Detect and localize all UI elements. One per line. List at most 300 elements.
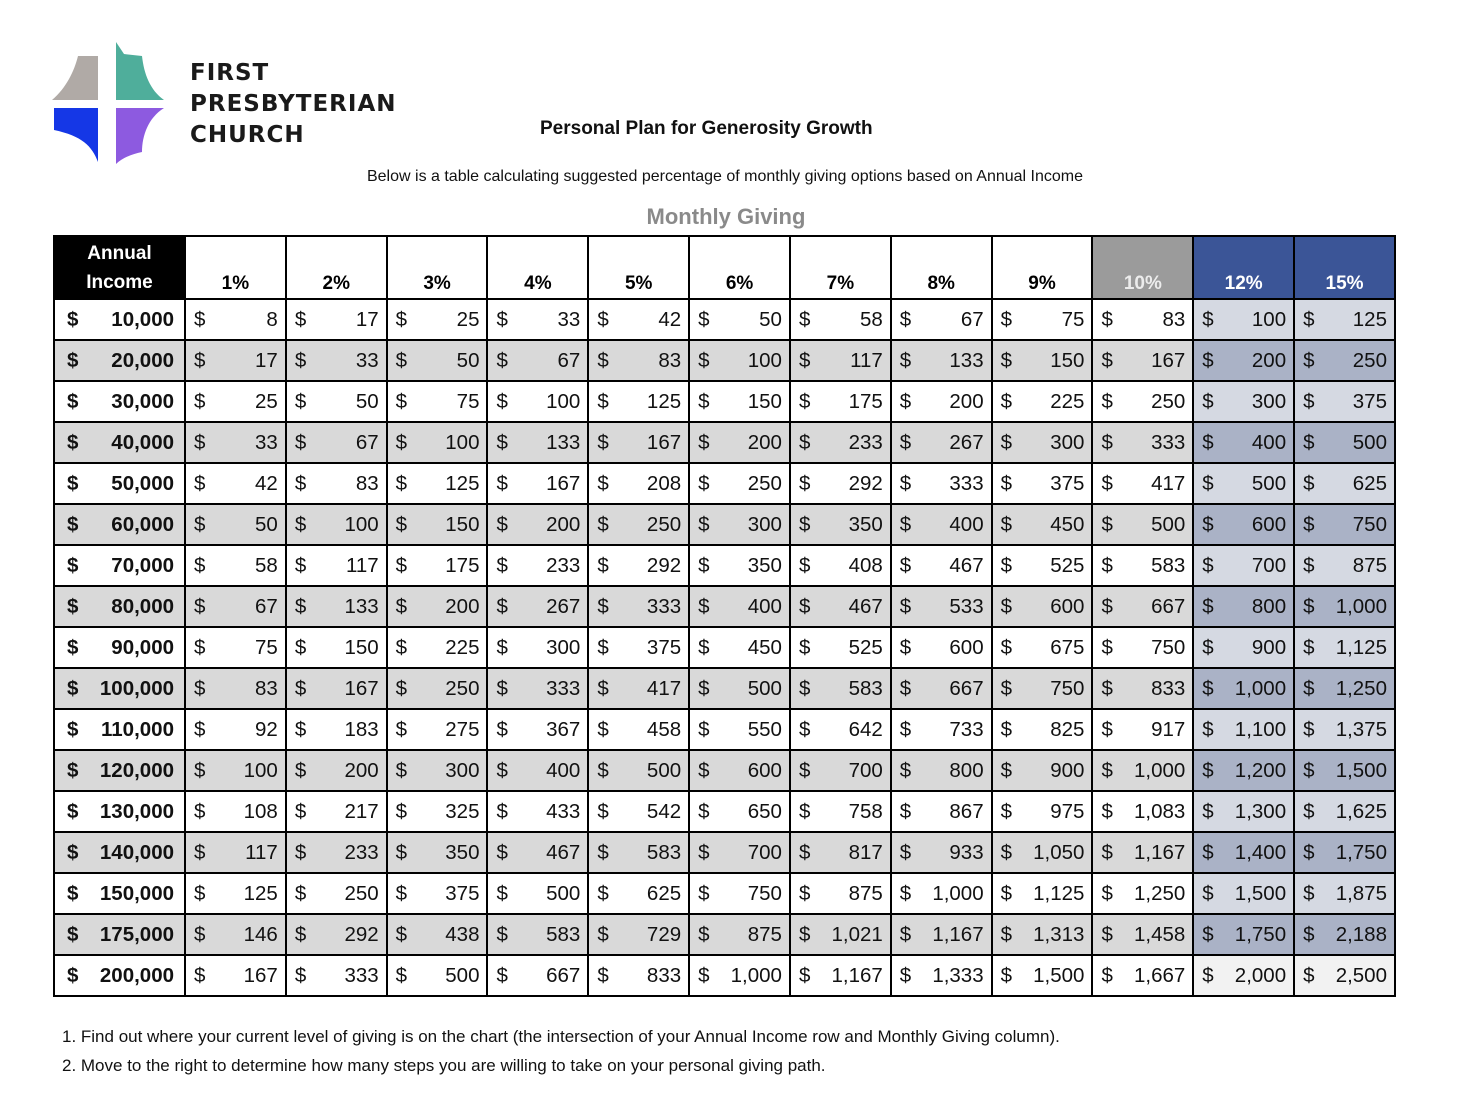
dollar-sign: $ [1101,840,1113,864]
dollar-sign: $ [698,389,710,413]
dollar-sign: $ [1101,676,1113,700]
giving-cell [286,709,387,750]
giving-cell [790,545,891,586]
dollar-sign: $ [798,635,811,659]
giving-cell [1193,627,1294,668]
giving-value: 233 [546,553,581,577]
dollar-sign: $ [194,430,206,454]
dollar-sign: $ [67,307,79,331]
dollar-sign: $ [1101,635,1113,659]
dollar-sign: $ [194,512,206,536]
dollar-sign: $ [899,717,912,741]
dollar-sign: $ [194,717,206,741]
dollar-sign: $ [597,676,609,700]
giving-cell [1294,791,1395,832]
giving-value: 1,500 [1033,963,1085,987]
giving-value: 83 [255,676,278,700]
dollar-sign: $ [67,717,79,741]
giving-cell [1294,299,1395,340]
dollar-sign: $ [496,799,508,823]
org-name-line: FIRST [190,60,270,86]
percent-header: 5% [588,236,689,299]
logo-teal-quadrant [116,42,164,100]
giving-value: 67 [255,594,278,618]
giving-value: 642 [848,717,883,741]
giving-value: 33 [557,307,581,331]
giving-value: 1,000 [1133,758,1186,782]
dollar-sign: $ [698,594,710,618]
giving-value: 800 [1251,594,1287,618]
giving-value: 1,375 [1335,717,1387,741]
giving-cell [588,463,689,504]
dollar-sign: $ [1202,635,1214,659]
giving-cell [689,299,790,340]
giving-value: 833 [646,963,682,987]
giving-value: 167 [1151,348,1186,372]
giving-cell [185,504,286,545]
giving-cell [1092,340,1193,381]
dollar-sign: $ [496,348,508,372]
dollar-sign: $ [1000,799,1013,823]
dollar-sign: $ [67,553,79,577]
dollar-sign: $ [698,799,710,823]
income-value: 50,000 [111,471,174,495]
giving-value: 833 [1151,676,1186,700]
giving-cell [689,381,790,422]
giving-value: 667 [546,963,581,987]
giving-cell [891,955,992,996]
giving-value: 133 [344,594,379,618]
dollar-sign: $ [294,963,307,987]
annual-income-cell [54,381,185,422]
dollar-sign: $ [698,881,710,905]
dollar-sign: $ [1000,553,1013,577]
giving-value: 292 [646,553,682,577]
table-row [54,586,1395,627]
giving-value: 600 [747,758,782,782]
giving-cell [689,791,790,832]
giving-cell [588,299,689,340]
giving-value: 100 [747,348,782,372]
giving-cell [1193,504,1294,545]
dollar-sign: $ [1000,389,1013,413]
giving-value: 467 [949,553,984,577]
dollar-sign: $ [798,471,811,495]
giving-cell [588,955,689,996]
table-row [54,750,1395,791]
giving-cell [891,545,992,586]
dollar-sign: $ [1202,307,1214,331]
giving-value: 1,200 [1234,758,1287,782]
dollar-sign: $ [67,758,79,782]
giving-value: 625 [1352,471,1387,495]
dollar-sign: $ [597,799,609,823]
giving-value: 1,000 [1335,594,1387,618]
giving-value: 875 [1352,553,1387,577]
giving-cell [487,586,588,627]
dollar-sign: $ [194,553,206,577]
giving-cell [286,955,387,996]
giving-cell [1193,381,1294,422]
dollar-sign: $ [798,799,811,823]
giving-cell [185,299,286,340]
giving-cell [790,873,891,914]
giving-value: 825 [1050,717,1085,741]
instructions [62,1022,1060,1080]
giving-value: 1,000 [1234,676,1287,700]
dollar-sign: $ [1101,430,1113,454]
document-subtitle: Below is a table calculating suggested percentage of monthly giving options based on Annual Income [366,168,1084,185]
giving-value: 1,125 [1033,881,1085,905]
income-value: 150,000 [99,881,174,905]
giving-value: 83 [355,471,379,495]
giving-cell [588,340,689,381]
dollar-sign: $ [1101,963,1113,987]
giving-value: 625 [646,881,682,905]
giving-cell [286,627,387,668]
giving-cell [992,422,1093,463]
giving-cell [487,709,588,750]
annual-income-cell [54,422,185,463]
dollar-sign: $ [496,840,508,864]
income-value: 10,000 [111,307,174,331]
giving-value: 375 [445,881,480,905]
table-header-row [54,236,1395,299]
giving-cell [992,955,1093,996]
dollar-sign: $ [67,594,79,618]
giving-cell [790,463,891,504]
dollar-sign: $ [67,799,79,823]
dollar-sign: $ [67,963,79,987]
giving-value: 100 [546,389,581,413]
giving-value: 175 [848,389,883,413]
dollar-sign: $ [798,389,811,413]
annual-income-cell [54,463,185,504]
dollar-sign: $ [1202,553,1214,577]
giving-cell [1092,504,1193,545]
giving-value: 900 [1050,758,1085,782]
giving-value: 2,188 [1335,922,1387,946]
dollar-sign: $ [798,963,811,987]
giving-value: 800 [949,758,984,782]
giving-cell [689,750,790,791]
giving-cell [992,627,1093,668]
giving-cell [891,504,992,545]
giving-value: 700 [848,758,883,782]
giving-value: 125 [445,471,480,495]
annual-income-cell [54,299,185,340]
giving-value: 17 [355,307,379,331]
giving-value: 583 [1151,553,1186,577]
giving-value: 150 [344,635,379,659]
dollar-sign: $ [67,881,79,905]
giving-value: 817 [848,840,883,864]
dollar-sign: $ [496,881,508,905]
giving-cell [1092,709,1193,750]
giving-cell [387,791,488,832]
dollar-sign: $ [899,389,912,413]
giving-cell [1294,955,1395,996]
giving-cell [487,627,588,668]
giving-cell [992,545,1093,586]
dollar-sign: $ [1303,307,1315,331]
giving-cell [588,504,689,545]
giving-cell [1092,914,1193,955]
giving-cell [1193,832,1294,873]
giving-cell [790,586,891,627]
giving-cell [689,668,790,709]
dollar-sign: $ [1303,922,1315,946]
giving-value: 1,300 [1234,799,1287,823]
giving-value: 1,083 [1133,799,1186,823]
dollar-sign: $ [1000,594,1013,618]
giving-value: 125 [243,881,278,905]
dollar-sign: $ [798,717,811,741]
giving-value: 1,021 [831,922,883,946]
giving-cell [487,750,588,791]
dollar-sign: $ [899,922,912,946]
table-row [54,422,1395,463]
income-value: 200,000 [99,963,174,987]
giving-value: 500 [445,963,480,987]
giving-cell [185,873,286,914]
dollar-sign: $ [1000,512,1013,536]
giving-value: 300 [1050,430,1085,454]
giving-cell [1294,586,1395,627]
giving-value: 108 [243,799,278,823]
giving-cell [1092,422,1193,463]
giving-cell [286,299,387,340]
giving-cell [487,955,588,996]
dollar-sign: $ [597,307,609,331]
giving-value: 467 [848,594,883,618]
giving-cell [891,299,992,340]
dollar-sign: $ [798,430,811,454]
giving-value: 1,333 [932,963,984,987]
dollar-sign: $ [294,307,307,331]
dollar-sign: $ [67,471,79,495]
table-body [54,299,1395,996]
giving-cell [1193,463,1294,504]
dollar-sign: $ [1303,676,1315,700]
giving-value: 200 [546,512,581,536]
giving-cell [387,750,488,791]
giving-table [53,235,1396,997]
dollar-sign: $ [294,471,307,495]
giving-cell [891,422,992,463]
dollar-sign: $ [698,307,710,331]
dollar-sign: $ [1000,635,1013,659]
giving-cell [185,463,286,504]
dollar-sign: $ [698,963,710,987]
annual-income-cell [54,586,185,627]
giving-cell [992,832,1093,873]
giving-cell [1193,709,1294,750]
giving-value: 117 [245,840,278,864]
giving-value: 150 [747,389,782,413]
dollar-sign: $ [294,594,307,618]
giving-value: 1,313 [1033,922,1085,946]
giving-value: 83 [1162,307,1186,331]
giving-cell [992,299,1093,340]
dollar-sign: $ [1000,963,1013,987]
dollar-sign: $ [899,512,912,536]
dollar-sign: $ [1202,758,1214,782]
giving-cell [185,422,286,463]
giving-value: 750 [1151,635,1186,659]
giving-value: 233 [344,840,379,864]
giving-value: 350 [848,512,883,536]
giving-cell [487,545,588,586]
dollar-sign: $ [1101,471,1113,495]
giving-value: 450 [747,635,782,659]
dollar-sign: $ [1101,799,1113,823]
dollar-sign: $ [1000,881,1013,905]
dollar-sign: $ [798,881,811,905]
dollar-sign: $ [294,840,307,864]
giving-value: 450 [1050,512,1085,536]
dollar-sign: $ [496,676,508,700]
giving-value: 1,400 [1234,840,1287,864]
dollar-sign: $ [899,348,912,372]
dollar-sign: $ [597,430,609,454]
giving-value: 250 [646,512,682,536]
giving-value: 417 [646,676,682,700]
dollar-sign: $ [899,635,912,659]
dollar-sign: $ [899,799,912,823]
dollar-sign: $ [698,840,710,864]
church-logo [52,42,166,164]
dollar-sign: $ [899,553,912,577]
giving-value: 50 [456,348,480,372]
dollar-sign: $ [1303,963,1315,987]
giving-cell [992,504,1093,545]
giving-cell [387,668,488,709]
dollar-sign: $ [294,676,307,700]
giving-cell [588,586,689,627]
giving-value: 58 [859,307,883,331]
giving-cell [992,750,1093,791]
dollar-sign: $ [597,963,609,987]
giving-value: 225 [1050,389,1085,413]
giving-cell [1092,545,1193,586]
giving-cell [1193,545,1294,586]
dollar-sign: $ [1000,471,1013,495]
dollar-sign: $ [1202,512,1214,536]
dollar-sign: $ [597,922,609,946]
dollar-sign: $ [395,635,408,659]
giving-value: 100 [1251,307,1287,331]
dollar-sign: $ [899,307,912,331]
annual-income-cell [54,832,185,873]
giving-cell [387,545,488,586]
giving-cell [185,668,286,709]
dollar-sign: $ [1303,635,1315,659]
dollar-sign: $ [899,758,912,782]
annual-income-header [54,236,185,299]
dollar-sign: $ [1202,348,1214,372]
giving-value: 1,167 [1133,840,1186,864]
percent-header: 8% [891,236,992,299]
table-row [54,545,1395,586]
giving-cell [1193,299,1294,340]
table-row [54,463,1395,504]
giving-value: 117 [850,348,883,372]
giving-cell [992,463,1093,504]
giving-cell [487,422,588,463]
giving-cell [790,504,891,545]
giving-cell [689,504,790,545]
giving-cell [387,381,488,422]
dollar-sign: $ [798,922,811,946]
dollar-sign: $ [1202,717,1214,741]
giving-value: 125 [1352,307,1387,331]
dollar-sign: $ [1202,594,1214,618]
dollar-sign: $ [496,922,508,946]
giving-value: 875 [747,922,782,946]
giving-cell [185,791,286,832]
giving-value: 458 [646,717,682,741]
giving-cell [286,463,387,504]
dollar-sign: $ [899,676,912,700]
giving-value: 500 [747,676,782,700]
dollar-sign: $ [698,717,710,741]
giving-value: 583 [546,922,581,946]
dollar-sign: $ [395,389,408,413]
giving-cell [790,299,891,340]
income-value: 130,000 [99,799,174,823]
income-value: 90,000 [111,635,174,659]
table-row [54,832,1395,873]
giving-value: 50 [759,307,782,331]
giving-value: 175 [445,553,480,577]
giving-cell [1294,463,1395,504]
giving-value: 133 [949,348,984,372]
giving-cell [387,463,488,504]
giving-cell [1193,873,1294,914]
dollar-sign: $ [194,389,206,413]
giving-cell [992,873,1093,914]
dollar-sign: $ [1303,881,1315,905]
dollar-sign: $ [496,512,508,536]
giving-cell [487,340,588,381]
dollar-sign: $ [597,635,609,659]
giving-cell [689,463,790,504]
giving-cell [1294,709,1395,750]
giving-cell [588,873,689,914]
dollar-sign: $ [1101,717,1113,741]
giving-value: 167 [646,430,682,454]
giving-value: 42 [658,307,682,331]
giving-value: 667 [1151,594,1186,618]
giving-cell [992,668,1093,709]
giving-cell [1092,832,1193,873]
giving-cell [1294,873,1395,914]
giving-value: 729 [646,922,682,946]
dollar-sign: $ [1101,758,1113,782]
giving-value: 400 [546,758,581,782]
dollar-sign: $ [597,840,609,864]
giving-value: 150 [445,512,480,536]
dollar-sign: $ [798,307,811,331]
dollar-sign: $ [496,307,508,331]
giving-cell [891,750,992,791]
percent-header: 7% [790,236,891,299]
giving-cell [387,340,488,381]
income-header-line: Income [86,271,153,293]
giving-cell [1193,750,1294,791]
dollar-sign: $ [698,553,710,577]
